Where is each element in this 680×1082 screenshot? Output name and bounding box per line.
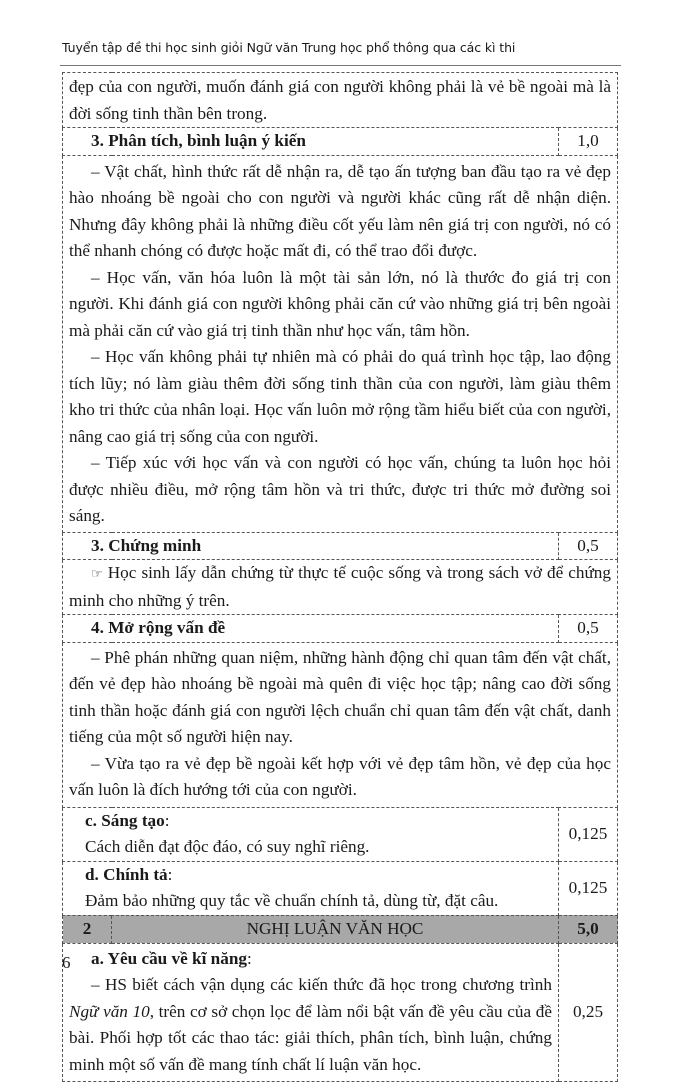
intro-text: đẹp của con người, muốn đánh giá con người không phải là vẻ bề ngoài mà là đời sống tinh thần bên trong. xyxy=(69,77,611,123)
paragraph: – Học vấn không phải tự nhiên mà có phải do quá trình học tập, lao động tích lũy; nó làm giàu thêm đời sống tinh thần của con người, làm giàu thêm kho tri thức của nhân loại. Học vấn luôn mở rộng tầm hiểu biết của con người, nâng cao giá trị sống của con người. xyxy=(69,347,611,446)
paragraph-text: – HS biết cách vận dụng các kiến thức đã học trong chương trình xyxy=(91,975,552,994)
table-row xyxy=(63,560,618,615)
section-title: 4. Mở rộng vấn đề xyxy=(63,615,559,643)
paragraph-text: Học sinh lấy dẫn chứng từ thực tế cuộc sống và trong sách vở để chứng minh cho những ý trên. xyxy=(69,563,611,610)
book-title: Ngữ văn 10 xyxy=(69,1001,150,1021)
paragraph xyxy=(69,560,611,614)
content-cell xyxy=(63,861,559,915)
table-row xyxy=(63,155,618,532)
colon: : xyxy=(164,810,170,830)
section-title: 3. Chứng minh xyxy=(63,532,559,560)
score-cell: 5,0 xyxy=(559,915,618,943)
content-cell xyxy=(63,943,559,1082)
section-title: 3. Phân tích, bình luận ý kiến xyxy=(63,128,559,156)
table-row xyxy=(63,943,618,1082)
paragraph-text: , trên cơ sở chọn lọc để làm nổi bật vấn đề yêu cầu của đề bài. Phối hợp tốt các thao tác: giải thích, phân tích, bình luận, chứng minh một số vấn đề mang tính chất lí luận văn học. xyxy=(69,1001,552,1074)
score-cell: 0,25 xyxy=(559,943,618,1082)
paragraph: – Vừa tạo ra vẻ đẹp bề ngoài kết hợp với vẻ đẹp tâm hồn, vẻ đẹp của học vấn luôn là đích hướng tới của con người. xyxy=(69,753,611,799)
intro-cell xyxy=(63,73,618,128)
table-row xyxy=(63,642,618,807)
header-rule xyxy=(60,65,621,66)
criterion-label: d. Chính tả xyxy=(85,864,168,884)
criterion-text: Đảm bảo những quy tắc về chuẩn chính tả, dùng từ, đặt câu. xyxy=(85,891,499,910)
table-row xyxy=(63,73,618,128)
content-cell xyxy=(63,642,618,807)
page-number: 6 xyxy=(62,953,71,972)
colon: : xyxy=(246,948,252,968)
part-header-row xyxy=(63,915,618,943)
criterion-text: Cách diễn đạt độc đáo, có suy nghĩ riêng. xyxy=(85,837,370,856)
table-row xyxy=(63,861,618,915)
part-number: 2 xyxy=(63,915,112,943)
table-row xyxy=(63,532,618,560)
paragraph: – Vật chất, hình thức rất dễ nhận ra, dễ tạo ấn tượng ban đầu tạo ra vẻ đẹp hào nhoáng bề ngoài cho con người và người khác cũng rất dễ nhận diện. Nhưng đây không phải là những điều cốt yếu làm nên giá trị con người, nó có thể nhanh chóng có được hoặc mất đi, có thể trao đổi được. xyxy=(69,161,611,260)
colon: : xyxy=(167,864,173,884)
paragraph: – Phê phán những quan niệm, những hành động chỉ quan tâm đến vật chất, đến vẻ đẹp hào nhoáng bề ngoài mà quên đi việc học tập; nâng cao đời sống tinh thần hoặc đánh giá con người lệch chuẩn chỉ quan tâm đến vật chất, danh tiếng của một số người hiện nay. xyxy=(69,647,611,746)
paragraph xyxy=(69,972,552,1078)
table-row xyxy=(63,807,618,861)
running-header: Tuyển tập đề thi học sinh giỏi Ngữ văn Trung học phổ thông qua các kì thi xyxy=(62,40,516,55)
score-cell: 0,125 xyxy=(559,861,618,915)
score-cell: 0,125 xyxy=(559,807,618,861)
score-cell: 0,5 xyxy=(559,532,618,560)
content-cell xyxy=(63,807,559,861)
content-cell xyxy=(63,560,618,615)
paragraph: – Học vấn, văn hóa luôn là một tài sản lớn, nó là thước đo giá trị con người. Khi đánh giá con người không phải căn cứ vào những giá trị bên ngoài mà phải căn cứ vào giá trị tinh thần như học vấn, tâm hồn. xyxy=(69,267,611,340)
table-row xyxy=(63,615,618,643)
answer-table xyxy=(62,72,618,1082)
score-cell: 1,0 xyxy=(559,128,618,156)
pointing-hand-icon: ☞ xyxy=(91,566,103,581)
paragraph: – Tiếp xúc với học vấn và con người có học vấn, chúng ta luôn học hỏi được nhiều điều, mở rộng tâm hồn và tri thức, được tri thức mở đường soi sáng. xyxy=(69,453,611,525)
score-cell: 0,5 xyxy=(559,615,618,643)
criterion-label: c. Sáng tạo xyxy=(85,810,165,830)
table-row xyxy=(63,128,618,156)
part-title: NGHỊ LUẬN VĂN HỌC xyxy=(112,915,559,943)
content-cell xyxy=(63,155,618,532)
criterion-label: a. Yêu cầu về kĩ năng xyxy=(91,948,247,968)
